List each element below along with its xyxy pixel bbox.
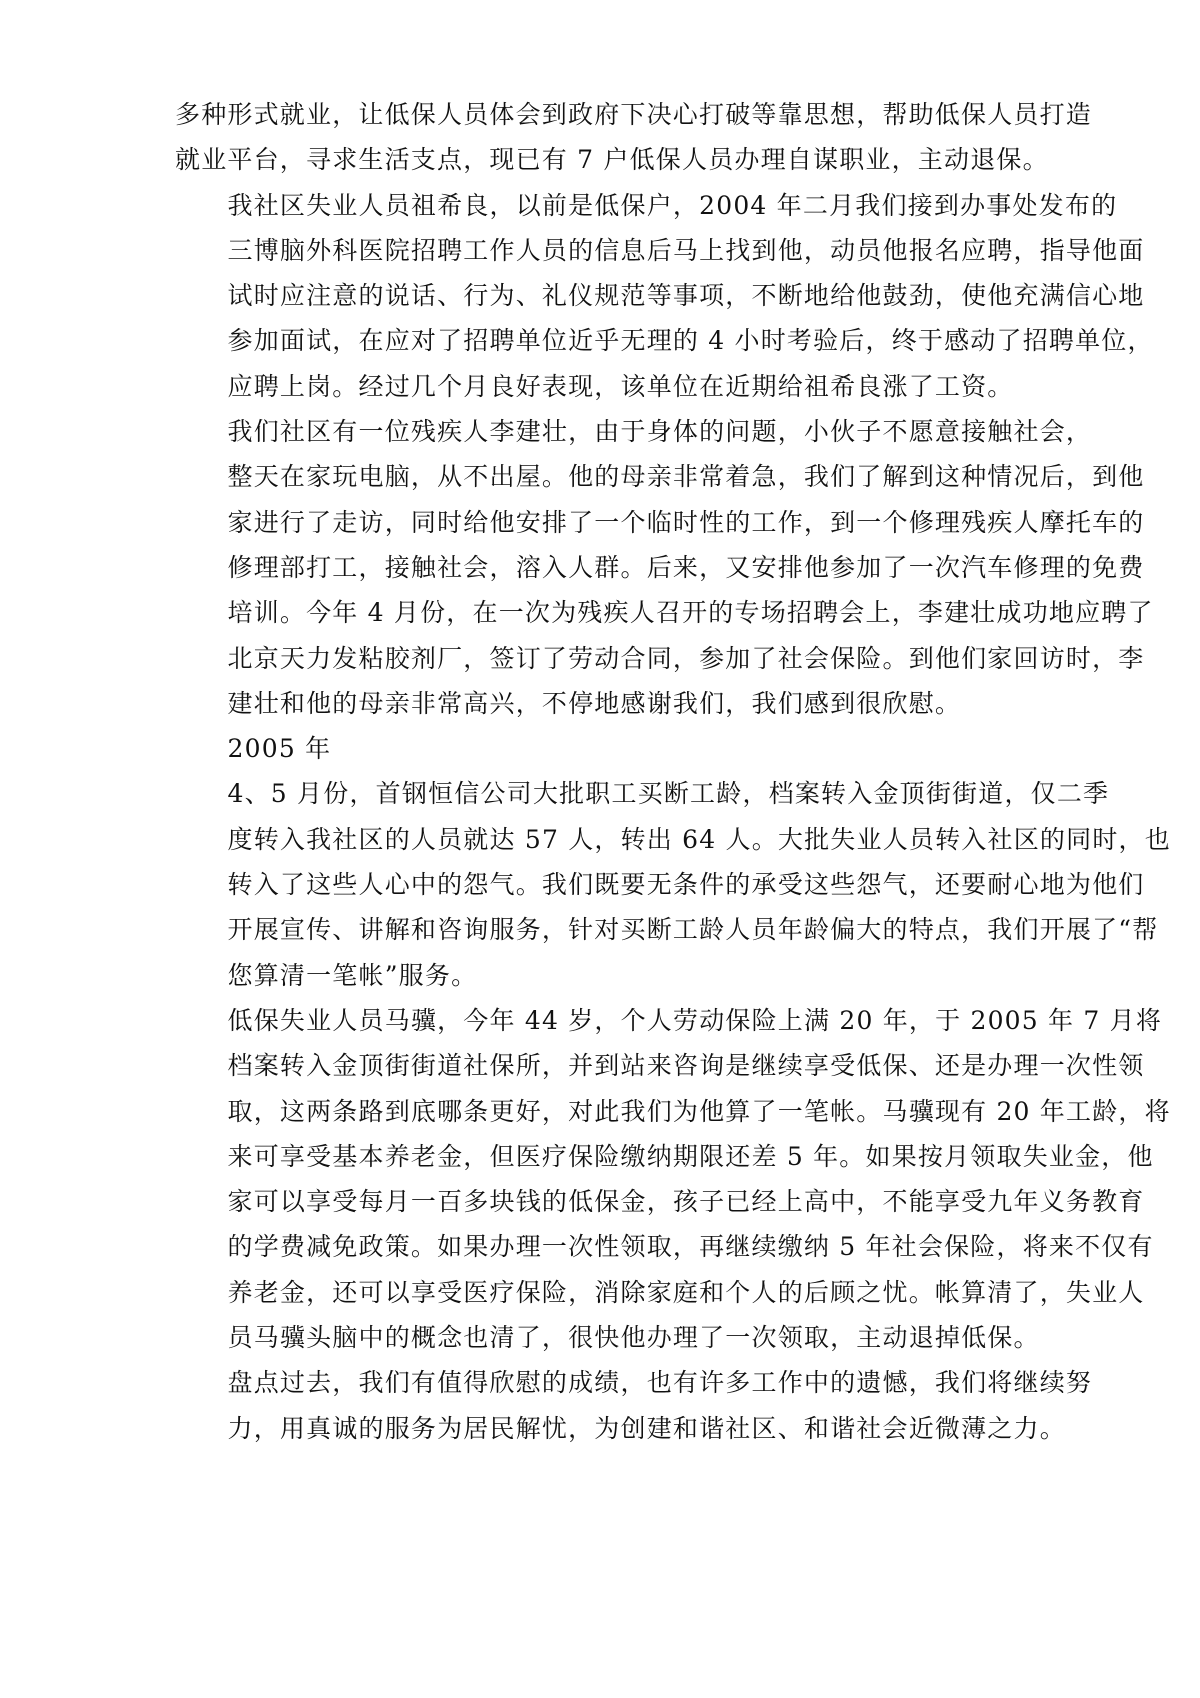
text-line: 的学费减免政策。如果办理一次性领取，再继续缴纳 5 年社会保险，将来不仅有: [227, 1232, 1154, 1262]
paragraph: [175, 1360, 1093, 1451]
paragraph: [175, 92, 1093, 183]
text-line: 开展宣传、讲解和咨询服务，针对买断工龄人员年龄偏大的特点，我们开展了“帮: [227, 915, 1159, 945]
text-line: 取，这两条路到底哪条更好，对此我们为他算了一笔帐。马骥现有 20 年工龄，将: [227, 1096, 1171, 1126]
text-line: 参加面试，在应对了招聘单位近乎无理的 4 小时考验后，终于感动了招聘单位，: [227, 326, 1154, 356]
text-line: 三博脑外科医院招聘工作人员的信息后马上找到他，动员他报名应聘，指导他面: [227, 235, 1145, 265]
text-line: 档案转入金顶街街道社保所，并到站来咨询是继续享受低保、还是办理一次性领: [227, 1051, 1145, 1081]
text-line: 应聘上岗。经过几个月良好表现，该单位在近期给祖希良涨了工资。: [227, 371, 1014, 401]
text-line: 建壮和他的母亲非常高兴，不停地感谢我们，我们感到很欣慰。: [227, 688, 962, 718]
text-line: 员马骥头脑中的概念也清了，很快他办理了一次领取，主动退掉低保。: [227, 1323, 1040, 1353]
text-line: 度转入我社区的人员就达 57 人，转出 64 人。大批失业人员转入社区的同时，也: [227, 824, 1171, 854]
paragraph: [175, 771, 1171, 997]
text-line: 力，用真诚的服务为居民解忧，为创建和谐社区、和谐社会近微薄之力。: [227, 1413, 1066, 1443]
text-line: 4、5 月份，首钢恒信公司大批职工买断工龄，档案转入金顶街街道，仅二季: [227, 779, 1110, 809]
text-line: 盘点过去，我们有值得欣慰的成绩，也有许多工作中的遗憾，我们将继续努: [227, 1368, 1093, 1398]
text-line: 养老金，还可以享受医疗保险，消除家庭和个人的后顾之忧。帐算清了，失业人: [227, 1277, 1145, 1307]
text-line: 家可以享受每月一百多块钱的低保金，孩子已经上高中，不能享受九年义务教育: [227, 1187, 1145, 1217]
text-line: 多种形式就业，让低保人员体会到政府下决心打破等靠思想，帮助低保人员打造: [175, 100, 1093, 129]
text-line: 我社区失业人员祖希良，以前是低保户，2004 年二月我们接到办事处发布的: [227, 190, 1118, 220]
paragraph: [175, 183, 1154, 409]
text-line: 就业平台，寻求生活支点，现已有 7 户低保人员办理自谋职业，主动退保。: [175, 145, 1049, 175]
text-line: 我们社区有一位残疾人李建壮，由于身体的问题，小伙子不愿意接触社会，: [227, 417, 1093, 447]
document-body: [175, 92, 1171, 1451]
text-line: 低保失业人员马骥，今年 44 岁，个人劳动保险上满 20 年，于 2005 年 7 月将: [227, 1005, 1163, 1035]
text-line: 整天在家玩电脑，从不出屋。他的母亲非常着急，我们了解到这种情况后，到他: [227, 462, 1145, 492]
text-line: 试时应注意的说话、行为、礼仪规范等事项，不断地给他鼓劲，使他充满信心地: [227, 281, 1145, 311]
paragraph: [175, 998, 1171, 1360]
text-line: 转入了这些人心中的怨气。我们既要无条件的承受这些怨气，还要耐心地为他们: [227, 870, 1145, 900]
text-line: 2005 年: [227, 734, 332, 764]
text-line: 北京天力发粘胶剂厂，签订了劳动合同，参加了社会保险。到他们家回访时，李: [227, 643, 1145, 673]
text-line: 家进行了走访，同时给他安排了一个临时性的工作，到一个修理残疾人摩托车的: [227, 507, 1145, 537]
text-line: 修理部打工，接触社会，溶入人群。后来，又安排他参加了一次汽车修理的免费: [227, 552, 1145, 582]
text-line: 您算清一笔帐”服务。: [227, 960, 478, 990]
paragraph: [175, 726, 1035, 771]
text-line: 培训。今年 4 月份，在一次为残疾人召开的专场招聘会上，李建壮成功地应聘了: [227, 598, 1154, 628]
paragraph: [175, 409, 1154, 726]
text-line: 来可享受基本养老金，但医疗保险缴纳期限还差 5 年。如果按月领取失业金，他: [227, 1141, 1154, 1171]
